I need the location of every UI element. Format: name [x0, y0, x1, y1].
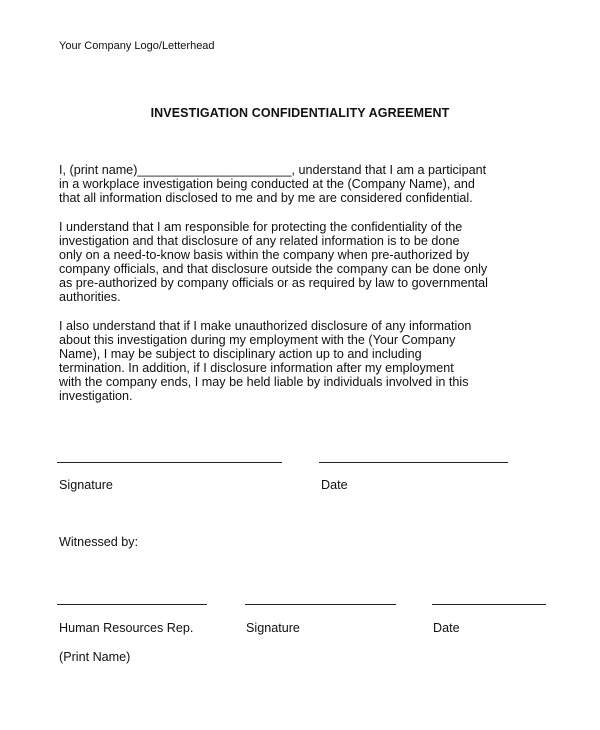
paragraph-line: in a workplace investigation being conducted at the (Company Name), and	[59, 177, 475, 192]
paragraph-line: investigation.	[59, 389, 133, 404]
witness-signature-line	[245, 604, 396, 605]
signature-line	[57, 462, 282, 463]
date-line	[319, 462, 508, 463]
paragraph-line: I understand that I am responsible for protecting the confidentiality of the	[59, 220, 463, 234]
paragraph-disclosure	[59, 319, 559, 404]
paragraph-line: termination. In addition, if I disclosure information after my employment	[59, 361, 454, 376]
witness-signature-label: Signature	[246, 621, 300, 635]
paragraph-line: company officials, and that disclosure outside the company can be done only	[59, 262, 488, 277]
paragraph-line: I, (print name)______________________, understand that I am a participant	[59, 163, 487, 177]
paragraph-line: that all information disclosed to me and by me are considered confidential.	[59, 191, 473, 206]
hr-rep-label: Human Resources Rep.	[59, 621, 194, 635]
paragraph-line: I also understand that if I make unauthorized disclosure of any information	[59, 319, 472, 333]
paragraph-participant	[59, 163, 559, 205]
paragraph-line: investigation and that disclosure of any related information is to be done	[59, 234, 460, 249]
paragraph-line: as pre-authorized by company officials or as required by law to governmental	[59, 276, 488, 291]
paragraph-line: Name), I may be subject to disciplinary action up to and including	[59, 347, 422, 362]
print-name-label: (Print Name)	[59, 650, 131, 664]
signature-label: Signature	[59, 478, 113, 492]
paragraph-line: about this investigation during my employment with the (Your Company	[59, 333, 456, 348]
letterhead-placeholder: Your Company Logo/Letterhead	[59, 40, 215, 52]
witness-date-line	[432, 604, 546, 605]
paragraph-line: with the company ends, I may be held liable by individuals involved in this	[59, 375, 469, 390]
paragraph-responsibility	[59, 220, 559, 305]
witnessed-by-heading: Witnessed by:	[59, 535, 139, 549]
hr-rep-signature-line	[57, 604, 207, 605]
witness-date-label: Date	[433, 621, 460, 635]
paragraph-line: authorities.	[59, 290, 121, 305]
document-title: INVESTIGATION CONFIDENTIALITY AGREEMENT	[150, 106, 450, 120]
paragraph-line: only on a need-to-know basis within the company when pre-authorized by	[59, 248, 470, 263]
date-label: Date	[321, 478, 348, 492]
